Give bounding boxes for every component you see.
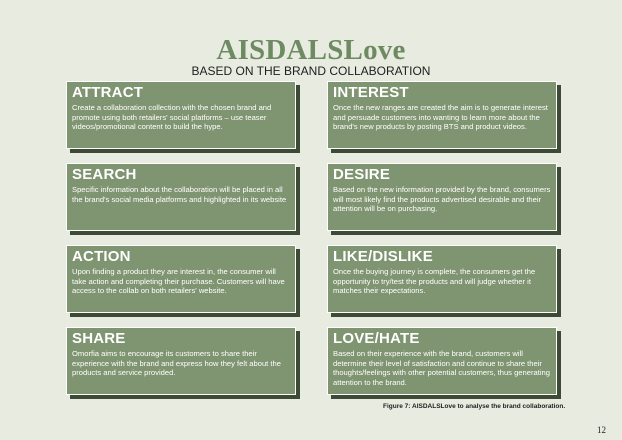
card-share (66, 327, 296, 395)
card-heading: ACTION (72, 248, 131, 265)
card-body: Based on the new information provided by the brand, consumers will most likely find the products advertised desirable and their attention will be on purchasing. (333, 185, 551, 214)
card-box (327, 163, 557, 231)
card-action (66, 245, 296, 313)
card-heading: SHARE (72, 330, 126, 347)
card-box (66, 163, 296, 231)
card-box (327, 245, 557, 313)
card-search (66, 163, 296, 231)
card-body: Create a collaboration collection with the chosen brand and promote using both retailers' social platforms – use teaser videos/promotional content to build the hype. (72, 103, 272, 132)
card-heading: DESIRE (333, 166, 391, 183)
card-body: Specific information about the collaboration will be placed in all the brand's social media platforms and highlighted in its website (72, 185, 287, 204)
card-heading: SEARCH (72, 166, 137, 183)
card-body: Once the buying journey is complete, the consumers get the opportunity to try/test the products and will judge whether it matches their expectations. (333, 267, 536, 296)
card-box (66, 327, 296, 395)
card-box (327, 81, 557, 149)
card-body: Once the new ranges are created the aim is to generate interest and persuade customers into wanting to learn more about the brand's new products by posting BTS and product videos. (333, 103, 548, 132)
card-heading: ATTRACT (72, 84, 144, 101)
card-heading: LOVE/HATE (333, 330, 420, 347)
card-body: Omorfia aims to encourage its customers to share their experience with the brand and express how they felt about the products and service provided. (72, 349, 281, 378)
page-subtitle: BASED ON THE BRAND COLLABORATION (191, 64, 431, 78)
figure-caption: Figure 7: AISDALSLove to analyse the brand collaboration. (383, 403, 566, 410)
card-love-hate (327, 327, 557, 395)
card-heading: LIKE/DISLIKE (333, 248, 433, 265)
card-box (66, 245, 296, 313)
card-attract (66, 81, 296, 149)
card-body: Based on their experience with the brand, customers will determine their level of satisfaction and continue to share their thoughts/feelings with other potential customers, thus generating attention to the brand. (333, 349, 550, 387)
page-title: AISDALSLove (216, 34, 406, 66)
card-box (66, 81, 296, 149)
card-interest (327, 81, 557, 149)
card-heading: INTEREST (333, 84, 409, 101)
card-desire (327, 163, 557, 231)
card-like-dislike (327, 245, 557, 313)
card-box (327, 327, 557, 395)
card-body: Upon finding a product they are interest in, the consumer will take action and completing their purchase. Customers will have access to the collab on both retailers' website. (72, 267, 285, 296)
page-number: 12 (597, 425, 606, 435)
